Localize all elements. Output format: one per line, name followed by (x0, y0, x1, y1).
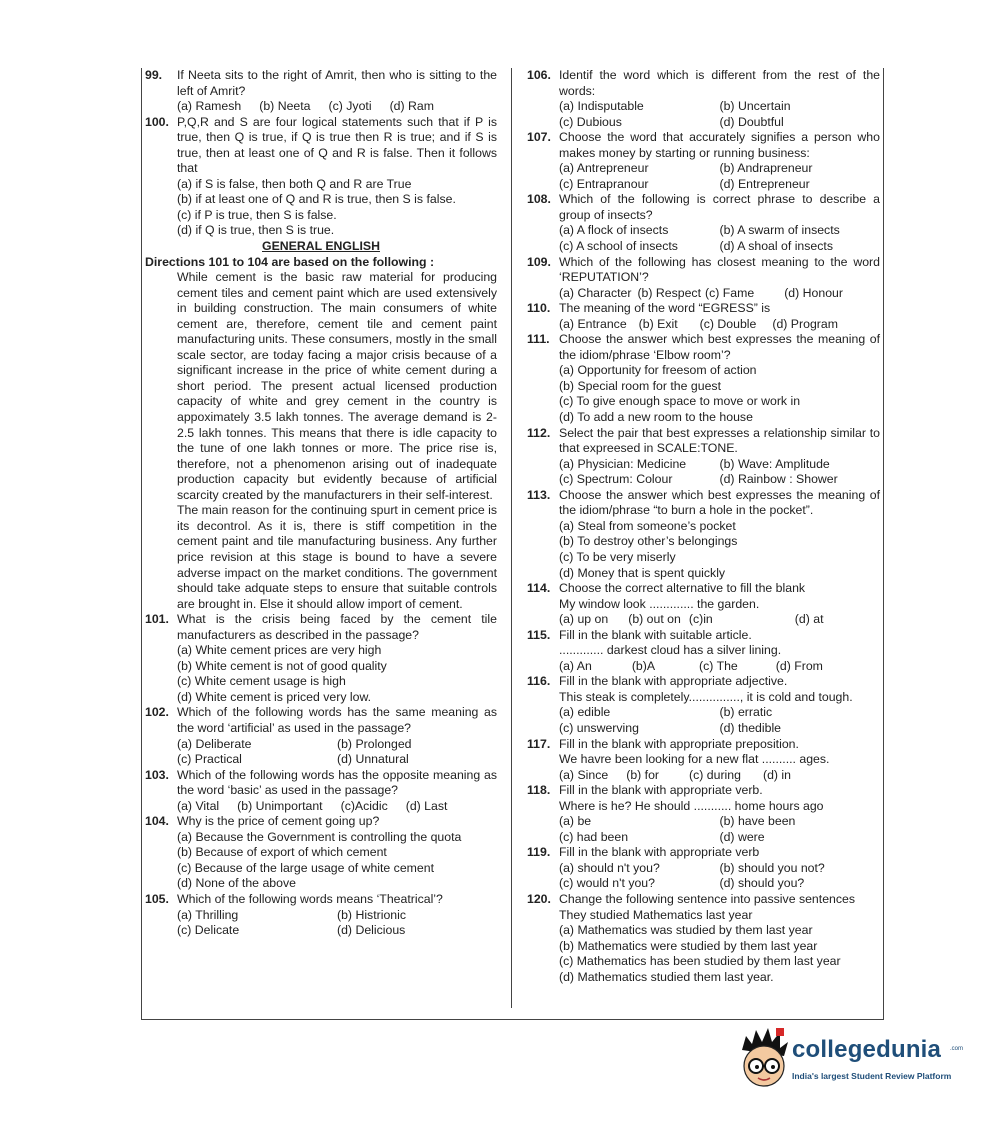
options (559, 223, 880, 254)
question-113 (527, 488, 880, 581)
question-115 (527, 628, 880, 675)
option-c: (c) Mathematics has been studied by them last year (559, 954, 841, 969)
option-b: (b) for (626, 767, 660, 782)
option-c: (c) Dubious (559, 114, 622, 129)
question-text: Which of the following has closest meaning to the word ‘REPUTATION’? (559, 254, 880, 285)
option-b: (b)A (631, 658, 656, 673)
option-b: (b) Andrapreneur (719, 161, 813, 176)
option-d: (d) at (794, 612, 824, 627)
question-number: 114. (527, 581, 551, 596)
question-108 (527, 192, 880, 254)
question-text: What is the crisis being faced by the cement tile manufacturers as described in the passage? (177, 612, 497, 642)
brand-name: collegedunia (792, 1036, 942, 1063)
option-a: (a) be (559, 814, 592, 829)
question-text: Choose the word that accurately signifies a person who makes money by starting or running business: (559, 130, 880, 160)
question-104 (145, 814, 497, 892)
option-a: (a) edible (559, 705, 611, 720)
option-a: (a) Steal from someone’s pocket (559, 518, 736, 533)
option-a: (a) Vital (177, 798, 220, 813)
option-c: (c) Because of the large usage of white cement (177, 860, 435, 875)
question-sentence: ............. darkest cloud has a silver lining. (559, 643, 782, 658)
option-c: (c) Jyoti (328, 99, 372, 114)
left-column (145, 68, 497, 939)
question-text: Choose the answer which best expresses the meaning of the idiom/phrase “to burn a hole in the pocket”. (559, 487, 880, 518)
question-number: 113. (527, 487, 551, 502)
question-number: 102. (145, 705, 169, 720)
question-111 (527, 332, 880, 425)
question-sentence: This steak is completely..............., it is cold and tough. (559, 689, 853, 704)
option-b: (b) out on (628, 612, 681, 627)
option-b: (b) Uncertain (719, 99, 791, 114)
question-99 (145, 68, 497, 115)
option-b: (b) Unimportant (237, 798, 323, 813)
options (559, 612, 880, 628)
option-c: (c) Fame (705, 285, 755, 300)
bottom-border (141, 1019, 884, 1020)
question-text: Fill in the blank with suitable article. (559, 627, 752, 642)
question-109 (527, 255, 880, 302)
question-number: 105. (145, 891, 169, 906)
option-d: (d) in (762, 767, 791, 782)
question-number: 107. (527, 130, 551, 145)
option-a: (a) Entrance (559, 316, 627, 331)
question-text: Choose the correct alternative to fill the blank (559, 581, 806, 596)
options (559, 99, 880, 130)
option-d: (d) Unnatural (337, 752, 409, 767)
option-a: (a) Because the Government is controlling the quota (177, 829, 462, 844)
options (177, 99, 497, 115)
question-100 (145, 115, 497, 239)
question-number: 101. (145, 612, 169, 627)
option-d: (d) Ram (389, 99, 434, 114)
option-c: (c) had been (559, 829, 629, 844)
option-c: (c) Practical (177, 752, 242, 767)
directions-heading: Directions 101 to 104 are based on the following : (145, 254, 435, 269)
question-text: Which of the following is correct phrase to describe a group of insects? (559, 192, 880, 222)
option-a: (a) Antrepreneur (559, 161, 649, 176)
option-b: (b) have been (719, 814, 796, 829)
question-106 (527, 68, 880, 130)
question-number: 104. (145, 814, 169, 829)
passage-paragraph-1: While cement is the basic raw material for producing cement tiles and cement paint which are used extensively in building construction. The main consumers of white cement are, therefore, cement tile and cement paint manufacturing units. These consumers, mostly in the small scale sector, are today facing a major crisis because of a significant increase in the price of white cement during a short period. The present actual licensed production capacity of white and grey cement in the country is appoximately 3.5 lakh tonnes. The average demand is 2-2.5 lakh tonnes. This means that there is idle capacity to the tune of one lakh tonnes or more. The price rise is, therefore, not a phenomenon arising out of inadequate production capacity but evidently because of artificial scarcity created by the manufacturers in their self-interest. (177, 270, 497, 502)
option-a: (a) Indisputable (559, 99, 644, 114)
option-c: (c)in (688, 612, 713, 627)
question-number: 115. (527, 627, 551, 642)
options (559, 659, 880, 675)
question-117 (527, 737, 880, 784)
option-c: (c) during (689, 767, 741, 782)
option-a: (a) Mathematics was studied by them last year (559, 923, 813, 938)
question-number: 110. (527, 301, 551, 316)
option-b: (b) Prolonged (337, 736, 412, 751)
option-b: (b) Neeta (259, 99, 311, 114)
option-a: (a) Deliberate (177, 736, 252, 751)
section-title: GENERAL ENGLISH (262, 239, 380, 254)
option-c: (c)Acidic (340, 798, 388, 813)
question-number: 116. (527, 674, 551, 689)
option-b: (b) Exit (638, 316, 678, 331)
option-c: (c) To be very miserly (559, 549, 676, 564)
question-114 (527, 581, 880, 628)
question-107 (527, 130, 880, 192)
options (177, 737, 497, 768)
question-text: The meaning of the word “EGRESS” is (559, 301, 771, 316)
option-a: (a) Physician: Medicine (559, 456, 687, 471)
option-d: (d) Money that is spent quickly (559, 565, 726, 580)
option-d: (d) To add a new room to the house (559, 410, 753, 425)
right-border (883, 68, 884, 1020)
right-column (527, 68, 880, 985)
option-d: (d) From (775, 658, 823, 673)
options (559, 705, 880, 736)
question-number: 111. (527, 332, 550, 347)
question-text: Choose the answer which best expresses the meaning of the idiom/phrase ‘Elbow room’? (559, 332, 880, 362)
question-number: 109. (527, 254, 551, 269)
options (177, 799, 497, 815)
question-text: Which of the following words means ‘Theatrical’? (177, 891, 443, 906)
question-112 (527, 426, 880, 488)
passage-paragraph-2: The main reason for the continuing spurt in cement price is its decontrol. As it is, there is stiff competition in the cement paint and tile manufacturing business. Any further price revision at this stage is bound to have a severe adverse impact on the market conditions. The government should take adquate steps to ensure that suitable controls are brought in. Else it should allow import of cement. (177, 503, 497, 611)
question-text: Which of the following words has the opposite meaning as the word ‘basic’ as used in the passage? (177, 767, 497, 798)
question-number: 119. (527, 845, 551, 860)
brand-suffix: .com (950, 1046, 964, 1052)
question-text: Identif the word which is different from the rest of the words: (559, 68, 880, 98)
question-120 (527, 892, 880, 985)
option-c: (c) Double (699, 316, 757, 331)
question-number: 108. (527, 192, 551, 207)
option-d: (d) Mathematics studied them last year. (559, 969, 774, 984)
question-text: Select the pair that best expresses a relationship similar to that expreesed in SCALE:TONE. (559, 425, 880, 456)
left-border (141, 68, 142, 1020)
question-text: Fill in the blank with appropriate verb (559, 845, 760, 860)
question-103 (145, 768, 497, 815)
option-d: (d) Entrepreneur (719, 176, 810, 191)
option-c: (c) Delicate (177, 923, 240, 938)
option-c: (c) would n't you? (559, 876, 655, 891)
question-number: 103. (145, 767, 169, 782)
option-a: (a) An (559, 658, 592, 673)
option-b: (b) A swarm of insects (719, 223, 840, 238)
question-number: 120. (527, 891, 551, 906)
option-b: (b) if at least one of Q and R is true, then S is false. (177, 192, 456, 207)
option-a: (a) up on (559, 612, 609, 627)
question-text: Fill in the blank with appropriate verb. (559, 783, 763, 798)
option-d: (d) Honour (784, 285, 843, 300)
question-number: 106. (527, 68, 551, 82)
option-a: (a) White cement prices are very high (177, 643, 382, 658)
options (559, 814, 880, 845)
option-a: (a) Opportunity for freesom of action (559, 363, 757, 378)
question-text: If Neeta sits to the right of Amrit, then who is sitting to the left of Amrit? (177, 68, 497, 98)
options (559, 161, 880, 192)
option-d: (d) A shoal of insects (719, 239, 833, 254)
option-a: (a) Thrilling (177, 907, 239, 922)
reading-passage (145, 270, 497, 612)
question-text: Which of the following words has the same meaning as the word ‘artificial’ as used in the passage? (177, 705, 497, 735)
option-b: (b) Mathematics were studied by them last year (559, 938, 818, 953)
option-b: (b) Respect (637, 285, 701, 300)
options (559, 317, 880, 333)
question-text: P,Q,R and S are four logical statements such that if P is true, then Q is true, if Q is true then R is true; and if S is true, then at least one of Q and R is false. Then it follows that (177, 114, 497, 176)
option-c: (c) Entrapranour (559, 176, 649, 191)
question-number: 118. (527, 783, 551, 798)
question-sentence: They studied Mathematics last year (559, 907, 753, 922)
option-d: (d) Doubtful (719, 114, 784, 129)
question-sentence: My window look ............. the garden. (559, 596, 760, 611)
option-c: (c) Spectrum: Colour (559, 472, 673, 487)
option-b: (b) Because of export of which cement (177, 845, 387, 860)
question-text: Fill in the blank with appropriate preposition. (559, 736, 799, 751)
question-101 (145, 612, 497, 705)
option-b: (b) should you not? (719, 860, 825, 875)
option-a: (a) should n't you? (559, 860, 660, 875)
question-105 (145, 892, 497, 939)
option-a: (a) if S is false, then both Q and R are True (177, 176, 412, 191)
option-c: (c) The (699, 658, 738, 673)
question-sentence: We havre been looking for a new flat .......... ages. (559, 752, 830, 767)
option-c: (c) To give enough space to move or work in (559, 394, 801, 409)
option-d: (d) Program (772, 316, 838, 331)
option-b: (b) Wave: Amplitude (719, 456, 830, 471)
question-118 (527, 783, 880, 845)
question-text: Change the following sentence into passive sentences (559, 891, 856, 906)
option-c: (c) White cement usage is high (177, 674, 346, 689)
options (559, 457, 880, 488)
question-number: 100. (145, 114, 169, 129)
option-b: (b) White cement is not of good quality (177, 658, 387, 673)
option-b: (b) Special room for the guest (559, 378, 721, 393)
option-a: (a) A flock of insects (559, 223, 669, 238)
question-number: 117. (527, 736, 551, 751)
option-a: (a) Ramesh (177, 99, 242, 114)
option-d: (d) None of the above (177, 876, 296, 891)
options (177, 908, 497, 939)
option-a: (a) Character (559, 285, 632, 300)
option-d: (d) White cement is priced very low. (177, 689, 372, 704)
options (559, 768, 880, 784)
column-divider (511, 68, 512, 1008)
option-d: (d) if Q is true, then S is true. (177, 223, 335, 238)
option-a: (a) Since (559, 767, 609, 782)
options (559, 861, 880, 892)
option-b: (b) To destroy other’s belongings (559, 534, 738, 549)
option-d: (d) should you? (719, 876, 805, 891)
question-116 (527, 674, 880, 736)
option-d: (d) Delicious (337, 923, 406, 938)
question-text: Why is the price of cement going up? (177, 814, 380, 829)
option-c: (c) A school of insects (559, 239, 678, 254)
option-d: (d) were (719, 829, 765, 844)
option-c: (c) unswerving (559, 720, 639, 735)
question-number: 112. (527, 425, 551, 440)
option-b: (b) erratic (719, 705, 773, 720)
brand-tagline: India's largest Student Review Platform (792, 1071, 952, 1081)
question-110 (527, 301, 880, 332)
option-d: (d) thedible (719, 720, 782, 735)
option-c: (c) if P is true, then S is false. (177, 207, 337, 222)
option-b: (b) Histrionic (337, 907, 407, 922)
option-d: (d) Rainbow : Shower (719, 472, 838, 487)
option-d: (d) Last (405, 798, 448, 813)
question-number: 99. (145, 68, 163, 82)
question-119 (527, 845, 880, 892)
question-102 (145, 705, 497, 767)
options (559, 286, 880, 302)
question-sentence: Where is he? He should ........... home hours ago (559, 798, 824, 813)
question-text: Fill in the blank with appropriate adjective. (559, 674, 788, 689)
